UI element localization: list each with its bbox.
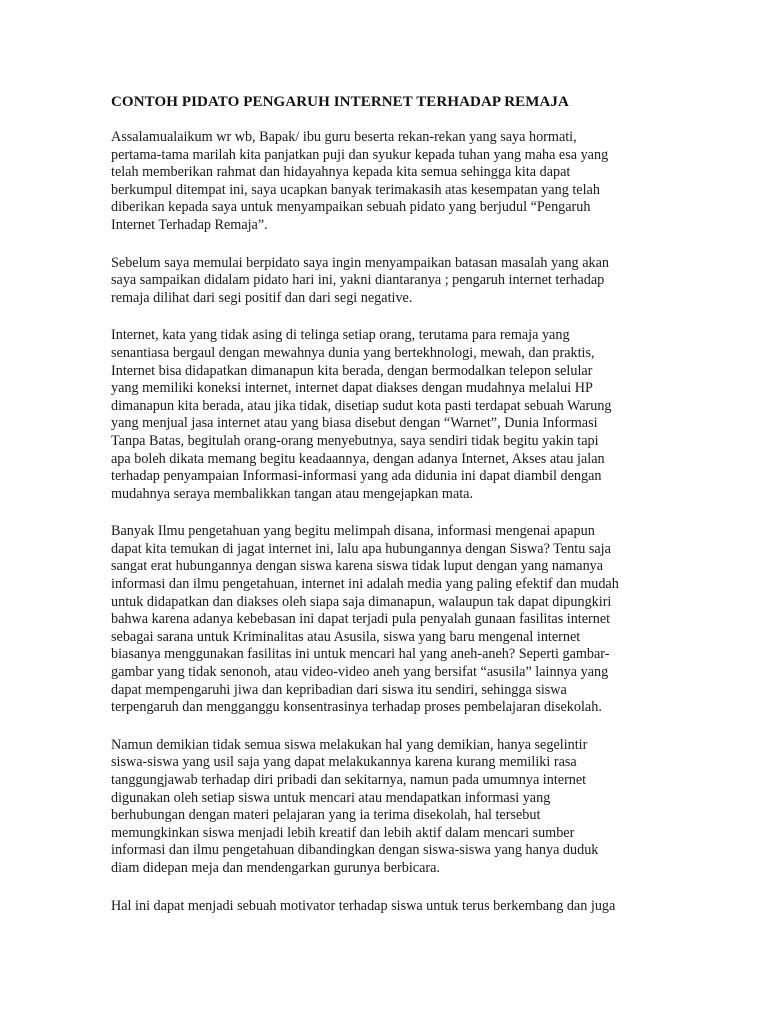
paragraph-scope: [111, 255, 651, 308]
text-line: berhubungan dengan materi pelajaran yang ia terima disekolah, hal tersebut: [111, 807, 541, 824]
text-line: dimanapun kita berada, atau jika tidak, disetiap sudut kota pasti terdapat sebuah Warung: [111, 397, 612, 414]
text-line: mudahnya seraya membalikkan tangan atau mengejapkan mata.: [111, 485, 474, 502]
paragraph-opening: [111, 129, 651, 235]
text-line: Namun demikian tidak semua siswa melakukan hal yang demikian, hanya segelintir: [111, 736, 588, 753]
text-line: untuk didapatkan dan diakses oleh siapa saja dimanapun, walaupun tak dapat dipungkiri: [111, 593, 612, 610]
text-line: Banyak Ilmu pengetahuan yang begitu melimpah disana, informasi mengenai apapun: [111, 523, 595, 540]
paragraph-internet: [111, 327, 651, 503]
text-line: apa boleh dikata memang begitu keadaannya, dengan adanya Internet, Akses atau jalan: [111, 450, 605, 467]
text-line: dapat kita temukan di jagat internet ini, lalu apa hubungannya dengan Siswa? Tentu saja: [111, 540, 611, 557]
text-line: biasanya menggunakan fasilitas ini untuk mencari hal yang aneh-aneh? Seperti gambar-: [111, 646, 610, 663]
paragraph-knowledge: [111, 523, 651, 717]
text-line: siswa-siswa yang usil saja yang dapat melakukannya karena kurang memiliki rasa: [111, 754, 577, 771]
paragraph-motivator: [111, 898, 651, 916]
text-line: saya sampaikan didalam pidato hari ini, yakni diantaranya ; pengaruh internet terhadap: [111, 272, 605, 289]
text-line: berkumpul ditempat ini, saya ucapkan banyak terimakasih atas kesempatan yang telah: [111, 181, 600, 198]
text-line: sangat erat hubungannya dengan siswa karena siswa tidak luput dengan yang namanya: [111, 558, 604, 575]
text-line: telah memberikan rahmat dan hidayahnya kepada kita semua sehingga kita dapat: [111, 164, 571, 181]
document-body: [111, 93, 651, 935]
text-line: dapat mempengaruhi jiwa dan kepribadian dari siswa itu sendiri, sehingga siswa: [111, 681, 567, 698]
text-line: informasi dan ilmu pengetahuan dibandingkan dengan siswa-siswa yang hanya duduk: [111, 842, 599, 859]
text-line: sebagai sarana untuk Kriminalitas atau Asusila, siswa yang baru mengenal internet: [111, 628, 581, 645]
paragraph-however: [111, 737, 651, 878]
text-line: Internet Terhadap Remaja”.: [111, 216, 268, 233]
text-line: diam didepan meja dan mendengarkan gurunya berbicara.: [111, 859, 440, 876]
text-line: tanggungjawab terhadap diri pribadi dan sekitarnya, namun pada umumnya internet: [111, 772, 587, 788]
text-line: remaja dilihat dari segi positif dan dari segi negative.: [111, 289, 413, 306]
text-line: yang menjual jasa internet atau yang biasa disebut dengan “Warnet”, Dunia Informasi: [111, 415, 598, 432]
text-line: diberikan kepada saya untuk menyampaikan sebuah pidato yang berjudul “Pengaruh: [111, 199, 591, 216]
page-title: CONTOH PIDATO PENGARUH INTERNET TERHADAP REMAJA: [111, 94, 569, 110]
text-line: terhadap penyampaian Informasi-informasi yang ada didunia ini dapat diambil dengan: [111, 468, 602, 485]
text-line: pertama-tama marilah kita panjatkan puji dan syukur kepada tuhan yang maha esa yang: [111, 146, 609, 163]
text-line: Hal ini dapat menjadi sebuah motivator terhadap siswa untuk terus berkembang dan juga: [111, 897, 616, 914]
text-line: Assalamualaikum wr wb, Bapak/ ibu guru beserta rekan-rekan yang saya hormati,: [111, 129, 577, 145]
text-line: gambar yang tidak senonoh, atau video-video aneh yang bersifat “asusila” lainnya yang: [111, 664, 609, 681]
text-line: Internet bisa didapatkan dimanapun kita berada, dengan bermodalkan telepon selular: [111, 362, 593, 379]
text-line: senantiasa bergaul dengan mewahnya dunia yang bertekhnologi, mewah, dan praktis,: [111, 344, 595, 361]
text-line: memungkinkan siswa menjadi lebih kreatif dan lebih aktif dalam mencari sumber: [111, 824, 575, 841]
text-line: informasi dan ilmu pengetahuan, internet ini adalah media yang paling efektif dan mudah: [111, 576, 619, 593]
text-line: digunakan oleh setiap siswa untuk mencari atau mendapatkan informasi yang: [111, 789, 551, 806]
text-line: bahwa karena adanya kebebasan ini dapat terjadi pula penyalah gunaan fasilitas internet: [111, 611, 611, 628]
text-line: yang memiliki koneksi internet, internet dapat diakses dengan mudahnya melalui HP: [111, 380, 593, 397]
text-line: terpengaruh dan mengganggu konsentrasinya terhadap proses pembelajaran disekolah.: [111, 699, 602, 716]
text-line: Tanpa Batas, begitulah orang-orang menyebutnya, saya sendiri tidak begitu yakin tapi: [111, 432, 599, 449]
text-line: Sebelum saya memulai berpidato saya ingin menyampaikan batasan masalah yang akan: [111, 254, 609, 271]
text-line: Internet, kata yang tidak asing di telinga setiap orang, terutama para remaja yang: [111, 327, 570, 344]
